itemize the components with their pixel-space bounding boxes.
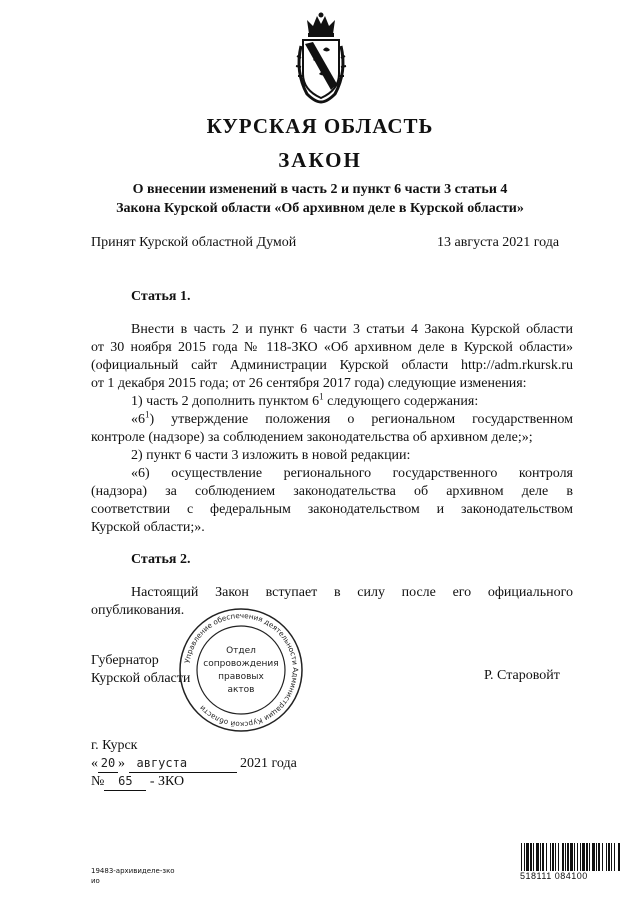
official-stamp [178, 607, 304, 733]
article-2-heading: Статья 2. [131, 552, 191, 567]
quote-1-line-1 [131, 411, 573, 428]
city: г. Курск [91, 738, 138, 753]
law-title-line-1: О внесении изменений в часть 2 и пункт 6 части 3 статьи 4 [132, 182, 508, 197]
stamp-line: правовых [218, 672, 264, 682]
item-1-superscript: 1 [319, 391, 324, 402]
region-heading: КУРСКАЯ ОБЛАСТЬ [206, 114, 434, 138]
file-reference-suffix: ио [91, 877, 100, 885]
stamp-inner-ring [197, 626, 285, 714]
number-value: 65 [104, 773, 146, 791]
amendment-item-1 [131, 393, 478, 410]
stamp-line: Отдел [226, 646, 256, 656]
stamp-line: актов [227, 685, 255, 695]
article-2-text-line-2: опубликования. [91, 603, 185, 618]
quote-2-line: (надзора) за соблюдением законодательства об архивном деле в [91, 484, 573, 499]
signatory-title: Губернатор [91, 653, 159, 668]
article-2-text-line-1: Настоящий Закон вступает в силу после его официального [131, 585, 573, 600]
signatory-title-region: Курской области [91, 671, 191, 686]
document-type: ЗАКОН [278, 148, 362, 172]
adopted-by: Принят Курской областной Думой [91, 235, 297, 250]
quote-1-rest: ) утверждение положения о региональном государственном [149, 412, 573, 427]
date-month: августа [129, 755, 237, 773]
law-number [91, 773, 184, 791]
item-1-text: 1) часть 2 дополнить пунктом 6 [131, 394, 320, 409]
item-1-text-end: следующего содержания: [323, 394, 479, 409]
quote-2-line: соответствии с федеральным законодательством и законодательством [91, 502, 573, 517]
stamp-line: сопровождения [203, 659, 279, 669]
article-1-intro-line: Внести в часть 2 и пункт 6 части 3 статьи 4 Закона Курской области [131, 322, 573, 337]
date-year: 2021 года [240, 756, 297, 771]
stamp-outer-ring [180, 609, 302, 731]
article-1-intro-line: от 1 декабря 2015 года; от 26 сентября 2017 года) следующие изменения: [91, 376, 527, 391]
signing-date [91, 755, 297, 773]
quote-1-superscript: 1 [145, 409, 150, 420]
article-1-intro-line: (официальный сайт Администрации Курской области http://adm.rkursk.ru [91, 358, 573, 373]
quote-1-line-2: контроле (надзоре) за соблюдением законодательства об архивном деле;»; [91, 430, 533, 445]
quote-1-open: «6 [131, 412, 145, 427]
number-prefix: № [91, 774, 105, 789]
date-quote-open: « [91, 756, 98, 771]
adoption-date: 13 августа 2021 года [437, 235, 560, 250]
date-quote-close: » [118, 756, 125, 771]
article-1-heading: Статья 1. [131, 289, 191, 304]
law-title-line-2: Закона Курской области «Об архивном деле в Курской области» [116, 201, 524, 216]
amendment-item-2: 2) пункт 6 части 3 изложить в новой редакции: [131, 448, 411, 463]
barcode-number: 518111 084100 [520, 871, 622, 881]
signatory-name: Р. Старовойт [484, 668, 560, 683]
article-1-intro-line: от 30 ноября 2015 года № 118-ЗКО «Об архивном деле в Курской области» [91, 340, 573, 355]
date-day: 20 [98, 755, 118, 773]
quote-2-line: «6) осуществление регионального государственного контроля [131, 466, 573, 481]
number-suffix: - ЗКО [149, 774, 185, 789]
quote-2-last-line: Курской области;». [91, 520, 205, 535]
stamp-ring-text: Управление обеспечения деятельности Администрации Курской области [182, 610, 301, 730]
file-reference: 19483-архивиделе-зко [91, 867, 175, 875]
coat-of-arms-emblem [293, 12, 349, 106]
